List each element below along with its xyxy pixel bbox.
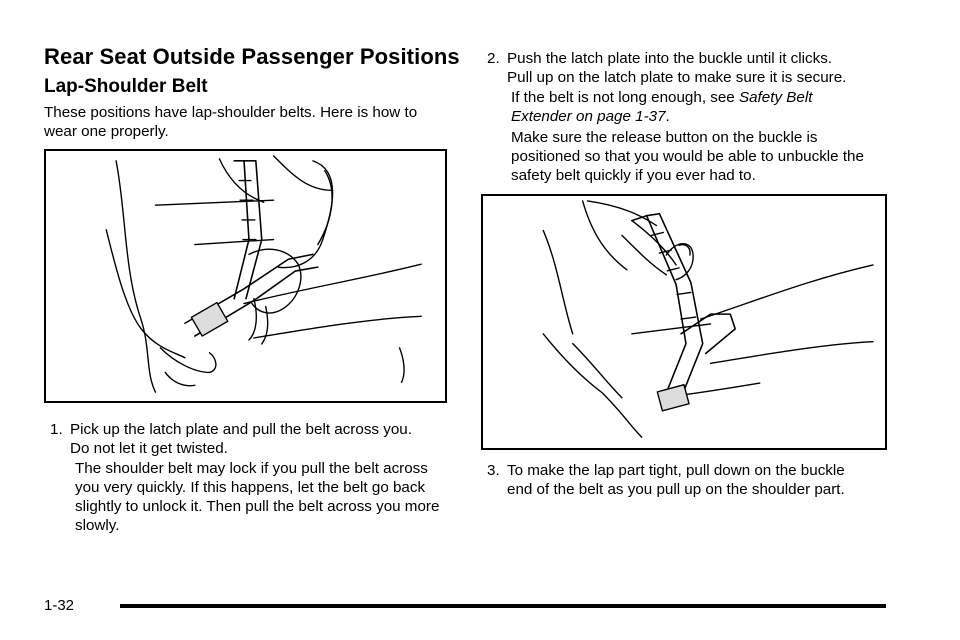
step-2-line-2: Pull up on the latch plate to make sure it is secure. [507, 69, 847, 86]
step-2 [487, 49, 887, 87]
section-heading: Rear Seat Outside Passenger Positions [44, 44, 460, 69]
figure-buckle-latch [481, 194, 887, 450]
step-3 [487, 461, 887, 499]
step-1-number: 1. [50, 421, 63, 438]
step-1 [50, 420, 450, 458]
safety-belt-extender-link[interactable]: Safety Belt Extender on page 1-37 [511, 89, 813, 125]
step-2-note-pre: If the belt is not long enough, see [511, 89, 739, 106]
intro-paragraph: These positions have lap-shoulder belts. Here is how to wear one properly. [44, 104, 418, 140]
step-2-note [511, 88, 871, 126]
footer-rule [120, 604, 886, 608]
illustration-buckling-belt [483, 196, 885, 448]
step-3-number: 3. [487, 462, 500, 479]
page-number: 1-32 [44, 597, 75, 614]
step-1-note: The shoulder belt may lock if you pull the belt across you very quickly. If this happens, let the belt go back slightly to unlock it. Then pull the belt across you more slowly. [75, 460, 440, 534]
step-1-line-1: Pick up the latch plate and pull the belt across you. [70, 421, 412, 438]
illustration-pulling-belt [46, 151, 445, 401]
step-3-line-1: To make the lap part tight, pull down on the buckle [507, 462, 845, 479]
step-2-line-1: Push the latch plate into the buckle until it clicks. [507, 50, 833, 67]
step-2-number: 2. [487, 50, 500, 67]
step-1-line-2: Do not let it get twisted. [70, 440, 228, 457]
step-2-note-post: . [665, 108, 670, 125]
section-subheading: Lap-Shoulder Belt [44, 76, 208, 97]
step-2-note-2: Make sure the release button on the buckle is positioned so that you would be able to unbuckle the safety belt quickly if you ever had to. [511, 129, 864, 184]
step-3-line-2: end of the belt as you pull up on the shoulder part. [507, 481, 845, 498]
figure-latch-plate-pull [44, 149, 447, 403]
